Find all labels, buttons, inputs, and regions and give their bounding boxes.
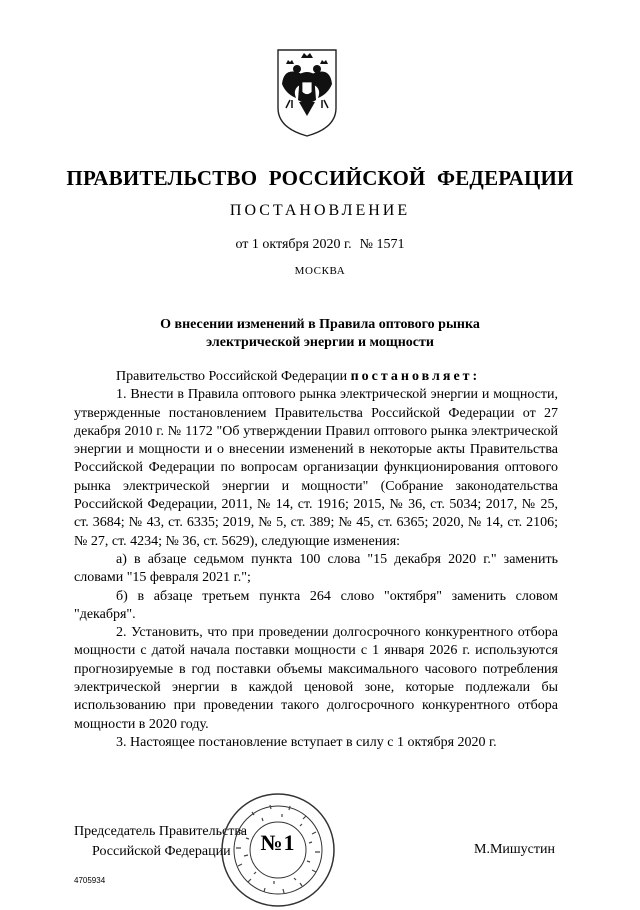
item-3: 3. Настоящее постановление вступает в силу с 1 октября 2020 г. — [116, 734, 497, 750]
item-1a: а) в абзаце седьмом пункта 100 слова "15 декабря 2020 г." заменить словами "15 февраля 2021 г."; — [74, 551, 558, 586]
signer-position-line-2: Российской Федерации — [92, 844, 231, 859]
document-type: ПОСТАНОВЛЕНИЕ — [229, 202, 411, 219]
signer-name: М.Мишустин — [474, 842, 555, 857]
city: МОСКВА — [294, 265, 346, 277]
document-code: 4705934 — [74, 876, 106, 885]
document-body — [74, 368, 558, 752]
intro-verb: постановляет: — [350, 369, 481, 384]
intro-prefix: Правительство Российской Федерации — [116, 369, 348, 384]
heading-line-1: О внесении изменений в Правила оптового рынка — [160, 317, 480, 332]
heading-line-2: электрической энергии и мощности — [206, 335, 434, 350]
item-1b: б) в абзаце третьем пункта 264 слово "октября" заменить словом "декабря". — [74, 588, 558, 622]
seal-number: №1 — [260, 830, 296, 855]
intro-paragraph — [74, 368, 558, 386]
item-1: 1. Внести в Правила оптового рынка электрической энергии и мощности, утвержденные постановлением Правительства Российской Федерации от 27 декабря 2010 г. № 1172 "Об утверждении Правил оптового рынка электрической энергии и мощности и о внесении изменений в некоторые акты Правительства Российской Федерации по вопросам организации функционирования оптового рынка электрической энергии и мощности" (Собрание законодательства Российской Федерации, 2011, № 14, ст. 1916; 2015, № 36, ст. 5034; 2017, № 25, ст. 3684; № 43, ст. 6335; 2019, № 5, ст. 389; № 45, ст. 6365; 2020, № 14, ст. 2106; № 27, ст. 4234; № 36, ст. 5629), следующие изменения: — [74, 387, 558, 549]
item-2: 2. Установить, что при проведении долгосрочного конкурентного отбора мощности с датой начала поставки мощности с 1 января 2026 г. используются прогнозируемые в год поставки объемы максимального часового потребления электрической энергии в каждой ценовой зоне, которые подлежали бы использованию при проведении такого долгосрочного конкурентного отбора мощности в 2020 году. — [74, 625, 558, 732]
document-date: от 1 октября 2020 г. — [235, 237, 352, 252]
government-title: ПРАВИТЕЛЬСТВО РОССИЙСКОЙ ФЕДЕРАЦИИ — [66, 166, 574, 190]
coat-of-arms-emblem — [272, 44, 342, 140]
document-number: № 1571 — [359, 237, 405, 252]
document-heading — [90, 316, 550, 352]
document-date-line — [0, 237, 640, 253]
official-seal-stamp — [218, 790, 338, 910]
signer-position-line-1: Председатель Правительства — [74, 824, 247, 839]
